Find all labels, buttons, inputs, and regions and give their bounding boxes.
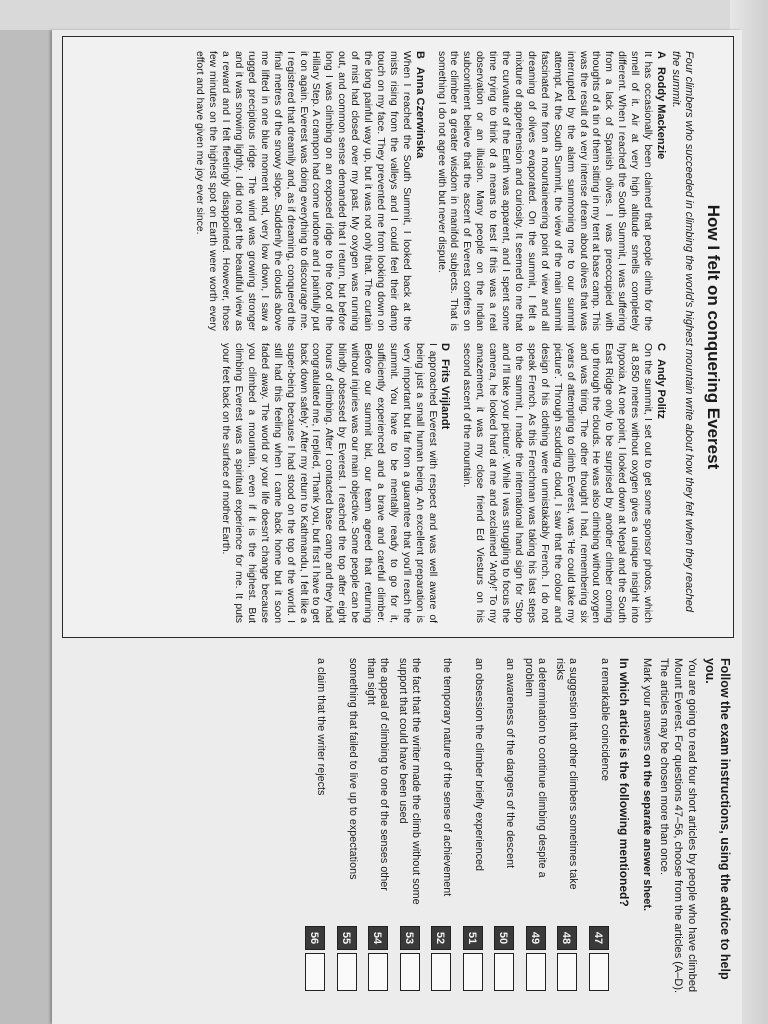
question-text: a claim that the writer rejects	[315, 658, 328, 796]
question-number: 52	[432, 926, 452, 950]
question-number: 55	[337, 926, 357, 950]
question-text: a suggestion that other climbers sometimes take risks	[554, 658, 580, 890]
question-number: 47	[589, 926, 609, 950]
question-text: an awareness of the dangers of the descent	[504, 658, 517, 869]
question-row	[485, 658, 517, 1008]
question-text: the fact that the writer made the climb without some support that could have been used	[397, 658, 422, 905]
article-author: Frits Vrijlandt	[439, 359, 452, 430]
article-heading	[439, 343, 452, 623]
question-number: 56	[306, 926, 326, 950]
question-number: 49	[526, 926, 546, 950]
question-row	[359, 658, 391, 1008]
article-body: On the summit, I set out to get some sponsor photos, which at 8,850 metres without oxygen gives a unique insight into hypoxia. At one point, I looked down at Nepal and the South East Ridge only to be surprised by another climber coming up through the clouds. He was also climbing without oxygen and was tiring. The other thought I had, remembering six years of attempting to climb Everest, was 'He could take my picture'. Through scudding cloud, I saw that the colour and design of his clothing were unmistakably French. I do not speak French. As this Frenchman was taking his last steps to the summit, I made the international hand sign for 'Stop and I'll take your picture'. While I was struggling to focus the camera, he looked hard at me and exclaimed 'Andy!' To my amazement, it was my close friend Ed Viesturs on his second ascent of the mountain.	[461, 343, 654, 623]
article-letter: B	[413, 51, 426, 59]
question-row	[548, 658, 580, 1008]
article-c	[460, 343, 668, 623]
question-row	[454, 658, 486, 1008]
answer-box[interactable]	[589, 953, 609, 991]
question-row	[296, 658, 328, 1008]
article-letter: C	[655, 343, 667, 351]
task-instructions: You are going to read four short articles by people who have climbed Mount Everest. For questions 47–56, choose from the articles (A–D). The articles may be chosen more than once.	[658, 658, 698, 994]
answer-box[interactable]	[495, 953, 515, 991]
article-b	[192, 51, 425, 331]
left-column	[184, 51, 667, 331]
task-mark-instruction	[640, 658, 654, 1008]
mark-prefix: Mark your answers	[641, 658, 653, 751]
question-row	[517, 658, 549, 1008]
article-d	[218, 343, 451, 623]
intro-text: Four climbers who succeeded in climbing the world's highest mountain write about how they felt when they reached the summit.	[670, 51, 695, 612]
rotated-page-content	[52, 30, 742, 1024]
question-text: something that failed to live up to expectations	[347, 658, 359, 880]
answer-box[interactable]	[400, 953, 420, 991]
article-author: Anna Czerwinska	[413, 67, 426, 159]
question-number: 50	[495, 926, 515, 950]
answer-box[interactable]	[432, 953, 452, 991]
question-text: a remarkable coincidence	[599, 658, 611, 782]
exam-task	[296, 658, 732, 1008]
answer-box[interactable]	[558, 953, 578, 991]
task-question: In which article is the following mentioned?	[617, 658, 631, 907]
article-letter: D	[439, 343, 452, 351]
question-number: 53	[400, 926, 420, 950]
article-heading	[654, 343, 667, 623]
question-row	[391, 658, 423, 1008]
article-body: I approached Everest with respect and was well aware of being just a small human being. An excellent preparation is very important but far from a guarantee that you'll reach the summit. You have to be mentally ready to go for it, sufficiently experienced and a brave and careful climber. Before our summit bid, our team agreed that returning without injuries was our main objective. Some people can be blindly obsessed by Everest. I reached the top after eight hours of climbing. After I contacted base camp and they had congratulated me, I replied, 'Thank you, but first I have to get back down safely.' After my return to Kathmandu, I felt like a super-being because I had stood on the top of the world. I still had this feeling when I came back home but it soon faded away. The world or your life doesn't change because you climbed a mountain, even if it is the highest. But climbing Everest was a spiritual experience for me. It puts your feet back on the surface of mother Earth.	[220, 343, 438, 623]
articles-frame	[62, 36, 734, 638]
answer-box[interactable]	[337, 953, 357, 991]
task-heading: Follow the exam instructions, using the advice to help you.	[703, 658, 732, 980]
question-number: 48	[558, 926, 578, 950]
answer-box[interactable]	[369, 953, 389, 991]
question-row	[328, 658, 360, 1008]
question-number: 54	[369, 926, 389, 950]
answer-box[interactable]	[306, 953, 326, 991]
question-row	[580, 658, 612, 1008]
question-text: the temporary nature of the sense of achievement	[441, 658, 454, 897]
article-letter: A	[655, 51, 667, 59]
question-text: the appeal of climbing to one of the senses other than sight	[365, 658, 391, 891]
right-column	[210, 343, 667, 623]
answer-box[interactable]	[463, 953, 483, 991]
question-text: a determination to continue climbing despite a problem	[523, 658, 548, 878]
question-text: an obsession the climber briefly experienced	[473, 658, 485, 872]
scanned-page	[52, 30, 742, 1024]
article-author: Andy Politz	[655, 359, 667, 419]
article-a	[434, 51, 667, 331]
answer-box[interactable]	[526, 953, 546, 991]
page-title: How I felt on conquering Everest	[704, 204, 723, 470]
article-body: It has occasionally been claimed that people climb for the smell of it. Air at very high altitude smells completely different. When I reached the South Summit, I was suffering from a lack of Spanish olives. I was preoccupied with thoughts of a tin of them sitting in my tent at base camp. This was the result of a very intense dream about olives that was interrupted by the alarm summoning me to our summit attempt. At the South Summit, the view of the main summit fascinated me from a mountaineering point of view and all dreaming of olives evaporated. On the summit, I felt a mixture of apprehension and curiosity. It seemed to me that the curvature of the Earth was apparent, and I spent some time trying to think of a means to test if this was a real observation or an illusion. Many people on the Indian subcontinent believe that the ascent of Everest confers on the climber a greater wisdom in manifold subjects. That is something I do not agree with but never dispute.	[435, 51, 654, 331]
article-body: When I reached the South Summit, I looked back at the mists rising from the valleys and I could feel their damp touch on my face. They prevented me from looking down on the long painful way up, but it was not only that. The curtain of mist had closed over my past. My oxygen was running out, and common sense demanded that I return, but before long I was climbing on an exposed ridge to the foot of the Hillary Step. A crampon had come undone and I painfully put it on again. Everest was doing everything to discourage me. I registered that dreamily and, as if dreaming, conquered the final metres of the snowy slope. Suddenly the clouds above me lifted in one blue moment and, very low down, I saw a rugged precipitous ridge. The wind was growing stronger and it was snowing lightly. I did not get the beautiful view as a reward and I felt fleetingly disappointed. However, those few minutes on the highest spot on Earth were worth every effort and have given me joy ever since.	[194, 51, 412, 331]
question-row	[422, 658, 454, 1008]
scanner-edge-top	[0, 0, 768, 30]
mark-bold: on the separate answer sheet.	[641, 753, 653, 912]
article-heading	[413, 51, 426, 331]
question-number: 51	[463, 926, 483, 950]
article-heading	[654, 51, 667, 331]
article-author: Roddy Mackenzie	[655, 67, 667, 160]
